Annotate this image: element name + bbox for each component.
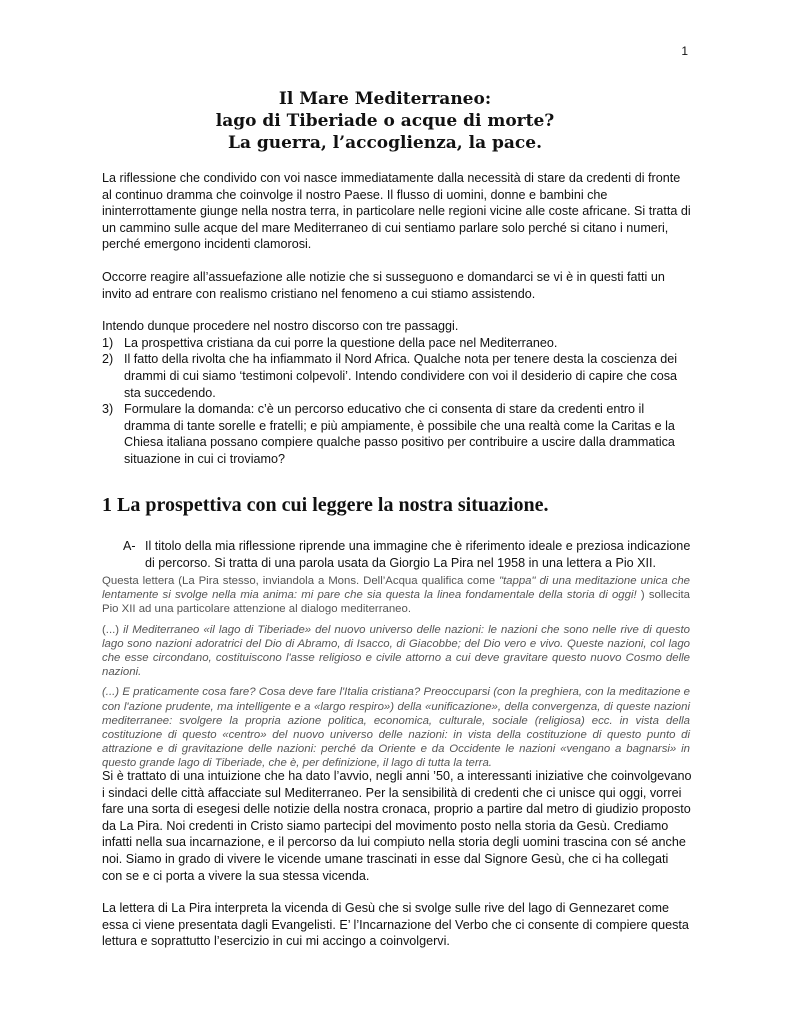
list-item-text: La prospettiva cristiana da cui porre la questione della pace nel Mediterraneo. <box>124 335 558 350</box>
list-item-text: Formulare la domanda: c’è un percorso educativo che ci consenta di stare da credenti entro il dramma di tante sorelle e fratelli; e più ampiamente, è possibile che una realtà come la Caritas e la Chiesa italiana possano compiere qualche passo positivo per contribuire a uscire dalla drammatica situazione in cui ci troviamo? <box>124 402 675 466</box>
subsection-label: A- <box>123 539 136 553</box>
list-item-number: 2) <box>102 352 114 367</box>
title-line-2: lago di Tiberiade o acque di morte? <box>215 111 555 131</box>
subsection-text: Il titolo della mia riflessione riprende una immagine che è riferimento ideale e preziosa indicazione di percorso. Si tratta di una parola usata da Giorgio La Pira nel 1958 in una lettera a Pio XII. <box>145 539 691 570</box>
intro-paragraph-2: Occorre reagire all’assuefazione alle notizie che si susseguono e domandarci se vi è in questi fatti un invito ad entrare con realismo cristiano nel fenomeno a cui stiamo assistendo. <box>102 269 665 301</box>
list-item-number: 3) <box>102 402 114 417</box>
list-item <box>102 335 692 352</box>
quote-text: Questa lettera (La Pira stesso, inviandola a Mons. Dell’Acqua qualifica come <box>102 575 499 587</box>
quote-italic-text: il Mediterraneo «il lago di Tiberiade» del nuovo universo delle nazioni: le nazioni che sono nelle rive di questo lago sono nazioni adoratrici del Dio di Abramo, di Isacco, di Giacobbe; del Dio vero e vivo. Queste nazioni, col lago che esse circondano, costituiscono l'asse religioso e civile attorno a cui deve gravitare questo nuovo Cosmo delle nazioni. <box>102 623 690 679</box>
document-title <box>100 88 670 154</box>
subsection-a <box>123 538 693 571</box>
quote-paragraph-2 <box>102 623 690 680</box>
steps-list <box>102 335 692 468</box>
quote-paragraph-3 <box>102 685 690 770</box>
title-line-1: Il Mare Mediterraneo: <box>278 89 492 109</box>
intro-paragraph-3: Intendo dunque procedere nel nostro discorso con tre passaggi. <box>102 319 459 334</box>
section-heading: 1 La prospettiva con cui leggere la nostra situazione. <box>102 494 549 516</box>
quote-italic-text: (...) E praticamente cosa fare? Cosa deve fare l'Italia cristiana? Preoccuparsi (con la preghiera, con la meditazione e con l'azione prudente, ma intelligente e a «largo respiro») della «unificazione», della convergenza, di queste nazioni mediterranee: svolgere la propria azione politica, economica, culturale, sociale (religiosa) ecc. in vista della costituzione di questo «centro» del nuovo universo delle nazioni: in vista della costituzione di questo punto di attrazione e di gravitazione delle nazioni: perché da Oriente e da Occidente le nazioni «vengano a bagnarsi» in questo grande lago di Tiberiade, che è, per definizione, il lago di tutta la terra. <box>102 686 690 770</box>
body-paragraph-2: La lettera di La Pira interpreta la vicenda di Gesù che si svolge sulle rive del lago di Gennezaret come essa ci viene presentata dagli Evangelisti. E’ l’Incarnazione del Verbo che ci consente di compiere questa lettura e soprattutto l’esercizio in cui mi accingo a coinvolgervi. <box>102 901 689 949</box>
quote-text: ) sollecita Pio XII ad una particolare attenzione al dialogo mediterraneo. <box>102 589 690 616</box>
list-item-number: 1) <box>102 335 114 350</box>
intro-section <box>102 170 692 468</box>
list-item-text: Il fatto della rivolta che ha infiammato il Nord Africa. Qualche nota per tenere desta la coscienza dei drammi di cui siamo ‘testimoni colpevoli’. Intendo condividere con voi il desiderio di capire che cosa sta succedendo. <box>124 352 678 400</box>
title-line-3: La guerra, l’accoglienza, la pace. <box>227 133 542 153</box>
quote-text: (...) <box>102 623 124 636</box>
body-section <box>102 768 692 950</box>
body-paragraph-1: Si è trattato di una intuizione che ha dato l’avvio, negli anni ’50, a interessanti iniziative che coinvolgevano i sindaci delle città affacciate sul Mediterraneo. Per la sensibilità di credenti che ci unisce qui oggi, vorrei fare una sorta di esegesi delle notizie della nostra cronaca, proprio a partire dal metro di giudizio proposto da La Pira. Noi credenti in Cristo siamo partecipi del movimento posto nella storia da Gesù. Crediamo infatti nella sua incarnazione, e il percorso da lui compiuto nella storia degli uomini trascina con sé anche noi. Siamo in grado di vivere le vicende umane trascinati in esse dal Signore Gesù, che ci ha collegati con se e ci porta a vivere la sua stessa vicenda. <box>102 769 692 883</box>
page-number: 1 <box>681 44 688 58</box>
list-item <box>102 401 692 467</box>
quote-paragraph-1 <box>102 574 690 617</box>
list-item <box>102 351 692 401</box>
quote-italic-text: "tappa" di una meditazione unica che lentamente si svolge nella mia anima: mi pare che sia questa la linea fondamentale della storia di oggi! <box>102 575 690 602</box>
quote-block <box>102 574 690 777</box>
intro-paragraph-1: La riflessione che condivido con voi nasce immediatamente dalla necessità di stare da credenti di fronte al continuo dramma che coinvolge il nostro Paese. Il flusso di uomini, donne e bambini che ininterrottamente giunge nella nostra terra, in particolare nelle regioni vicine alle coste africane. Si tratta di un cammino sulle acque del mare Mediterraneo di cui sentiamo parlare solo perché si citano i numeri, perché emergono incidenti clamorosi. <box>102 171 691 252</box>
